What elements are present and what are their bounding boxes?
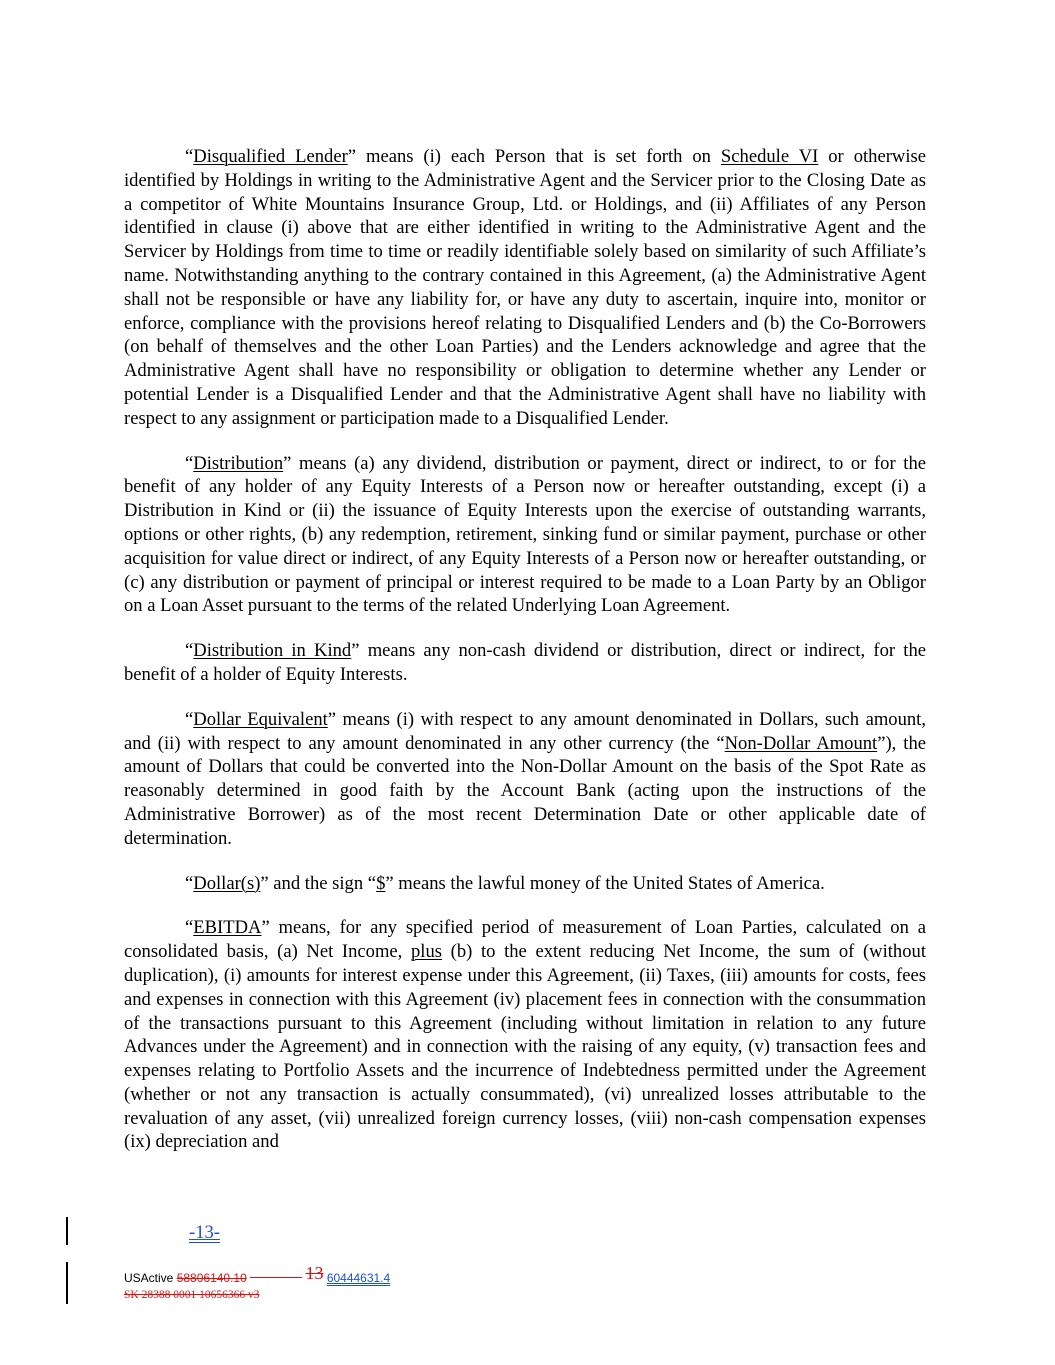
definition-dollar-equivalent (124, 708, 926, 851)
emphasis-term: plus (410, 941, 442, 963)
defined-term-inline: Non-Dollar Amount (724, 732, 878, 754)
definition-dollars (124, 872, 926, 896)
definition-text: ” means the lawful money of the United States of America. (385, 872, 825, 894)
document-id-footer (124, 1263, 391, 1286)
definition-distribution (124, 452, 926, 619)
open-quote: “ (185, 640, 194, 662)
defined-term-inline: $ (376, 872, 386, 894)
defined-term: Disqualified Lender (193, 146, 348, 167)
defined-term: Distribution in Kind (193, 640, 352, 662)
revision-bar (66, 1262, 68, 1304)
definition-text: ” means any non-cash dividend or distribution, direct or indirect, for the benefit of a holder of Equity Interests. (124, 640, 926, 685)
open-quote: “ (185, 452, 194, 474)
open-quote: “ (185, 708, 194, 730)
definition-text: ” means (a) any dividend, distribution or payment, direct or indirect, to or for the benefit of any holder of any Equity Interests of a Person now or hereafter outstanding, except (i) a Distribution in Kind or (ii) the issuance of Equity Interests upon the exercise of outstanding warrants, options or other rights, (b) any redemption, retirement, sinking fund or similar payment, purchase or other acquisition for value direct or indirect, of any Equity Interests of a Person now or hereafter outstanding, or (c) any distribution or payment of principal or interest required to be made to a Loan Party by an Obligor on a Loan Asset pursuant to the terms of the related Underlying Loan Agreement. (124, 452, 926, 617)
deleted-doc-id: 58806140.10 (176, 1271, 247, 1285)
definition-text: or otherwise identified by Holdings in writing to the Administrative Agent and the Servicer prior to the Closing Date as a competitor of White Mountains Insurance Group, Ltd. or Holdings, and (ii) Affiliates of any Person identified in clause (i) above that are either identified in writing to the Administrative Agent and the Servicer by Holdings from time to time or readily identifiable solely based on similarity of such Affiliate’s name. Notwithstanding anything to the contrary contained in this Agreement, (a) the Administrative Agent shall not be responsible or have any liability for, or have any duty to ascertain, inquire into, monitor or enforce, compliance with the provisions hereof relating to Disqualified Lenders and (b) the Co-Borrowers (on behalf of themselves and the other Loan Parties) and the Lenders acknowledge and agree that the Administrative Agent shall have no responsibility or obligation to determine whether any Lender or potential Lender is a Disqualified Lender and that the Administrative Agent shall have no liability with respect to any assignment or participation made to a Disqualified Lender. (124, 146, 926, 429)
page-number: -13- (189, 1222, 220, 1243)
open-quote: “ (185, 146, 194, 167)
document-body (124, 145, 926, 1175)
defined-term: Dollar Equivalent (193, 708, 328, 730)
definition-distribution-in-kind (124, 639, 926, 687)
definition-text: (b) to the extent reducing Net Income, the sum of (without duplication), (i) amounts for interest expense under this Agreement, (ii) Taxes, (iii) amounts for costs, fees and expenses in connection with this Agreement (iv) placement fees in connection with the consummation of the transactions pursuant to this Agreement (including without limitation in relation to any future Advances under the Agreement) and in connection with the raising of any equity, (v) transaction fees and expenses relating to Portfolio Assets and the incurrence of Indebtedness permitted under the Agreement (whether or not any transaction is actually consummated), (vi) unrealized losses attributable to the revaluation of any asset, (vii) unrealized foreign currency losses, (viii) non-cash compensation expenses (ix) depreciation and (124, 941, 926, 1153)
deleted-page-number: 13 (305, 1263, 324, 1283)
definition-disqualified-lender (124, 145, 926, 431)
deleted-spacer (250, 1277, 302, 1278)
definition-text: ” means, for any specified period of measurement of Loan Parties, calculated on a consolidated basis, (a) Net Income, (124, 917, 926, 963)
doc-prefix: USActive (124, 1271, 174, 1285)
defined-term: Distribution (193, 452, 284, 474)
definition-text: ” means (i) with respect to any amount denominated in Dollars, such amount, and (ii) with respect to any amount denominated in any other currency (the “ (124, 708, 926, 754)
definition-text: ” means (i) each Person that is set forth on (347, 146, 721, 167)
revision-bar (66, 1217, 68, 1245)
deleted-doc-line: SK 28388 0001 10656366 v3 (124, 1289, 260, 1301)
definition-text: ”), the amount of Dollars that could be converted into the Non-Dollar Amount on the basis of the Spot Rate as reasonably determined in good faith by the Account Bank (acting upon the instructions of the Administrative Borrower) as of the most recent Determination Date or other applicable date of determination. (124, 732, 926, 849)
defined-term: EBITDA (193, 917, 262, 939)
definition-text: ” and the sign “ (260, 872, 377, 894)
open-quote: “ (185, 872, 194, 894)
defined-term: Dollar(s) (193, 872, 261, 894)
schedule-reference: Schedule VI (720, 146, 819, 167)
definition-ebitda (124, 916, 926, 1154)
inserted-doc-id: 60444631.4 (326, 1271, 391, 1285)
open-quote: “ (185, 917, 194, 939)
